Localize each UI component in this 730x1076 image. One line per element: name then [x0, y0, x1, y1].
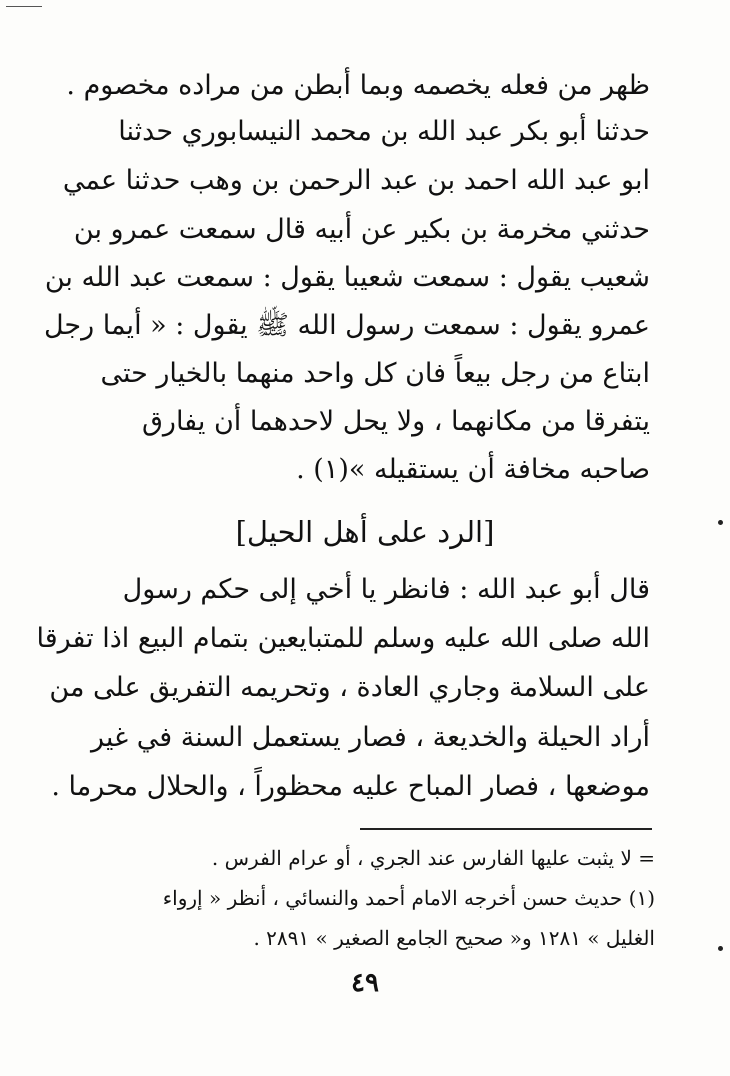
text-line: شعيب يقول : سمعت شعيبا يقول : سمعت عبد الله بن — [44, 262, 650, 293]
text-line: قال أبو عبد الله : فانظر يا أخي إلى حكم رسول — [122, 574, 650, 605]
section-heading: [الرد على أهل الحيل] — [235, 515, 495, 549]
scan-corner-mark — [6, 6, 42, 7]
footnote-line: = لا يثبت عليها الفارس عند الجري ، أو عرام الفرس . — [211, 846, 655, 870]
text-line: على السلامة وجاري العادة ، وتحريمه التفريق على من — [49, 672, 650, 703]
text-line: موضعها ، فصار المباح عليه محظوراً ، والحلال محرما . — [51, 771, 650, 802]
footnote-line: (١) حديث حسن أخرجه الامام أحمد والنسائي ، أنظر « إرواء — [162, 886, 655, 910]
scan-edge-dot — [718, 946, 723, 951]
footnote-line: الغليل » ١٢٨١ و« صحيح الجامع الصغير » ٢٨٩١ . — [253, 926, 655, 950]
text-line: حدثني مخرمة بن بكير عن أبيه قال سمعت عمرو بن — [73, 214, 650, 245]
text-line: ابتاع من رجل بيعاً فان كل واحد منهما بالخيار حتى — [100, 358, 650, 389]
text-line: يتفرقا من مكانهما ، ولا يحل لاحدهما أن يفارق — [141, 406, 650, 437]
text-line: أراد الحيلة والخديعة ، فصار يستعمل السنة في غير — [91, 722, 650, 753]
text-line: ظهر من فعله يخصمه وبما أبطن من مراده مخصوم . — [66, 70, 650, 101]
page-number: ٤٩ — [351, 968, 379, 998]
text-line: حدثنا أبو بكر عبد الله بن محمد النيسابوري حدثنا — [118, 116, 650, 147]
text-line: ابو عبد الله احمد بن عبد الرحمن بن وهب حدثنا عمي — [62, 165, 650, 196]
text-line: صاحبه مخافة أن يستقيله »(١) . — [296, 454, 650, 485]
footnotes — [80, 0, 655, 960]
text-line: عمرو يقول : سمعت رسول الله ﷺ يقول : « أيما رجل — [43, 310, 650, 341]
text-line: الله صلى الله عليه وسلم للمتبايعين بتمام البيع اذا تفرقا — [36, 623, 650, 654]
